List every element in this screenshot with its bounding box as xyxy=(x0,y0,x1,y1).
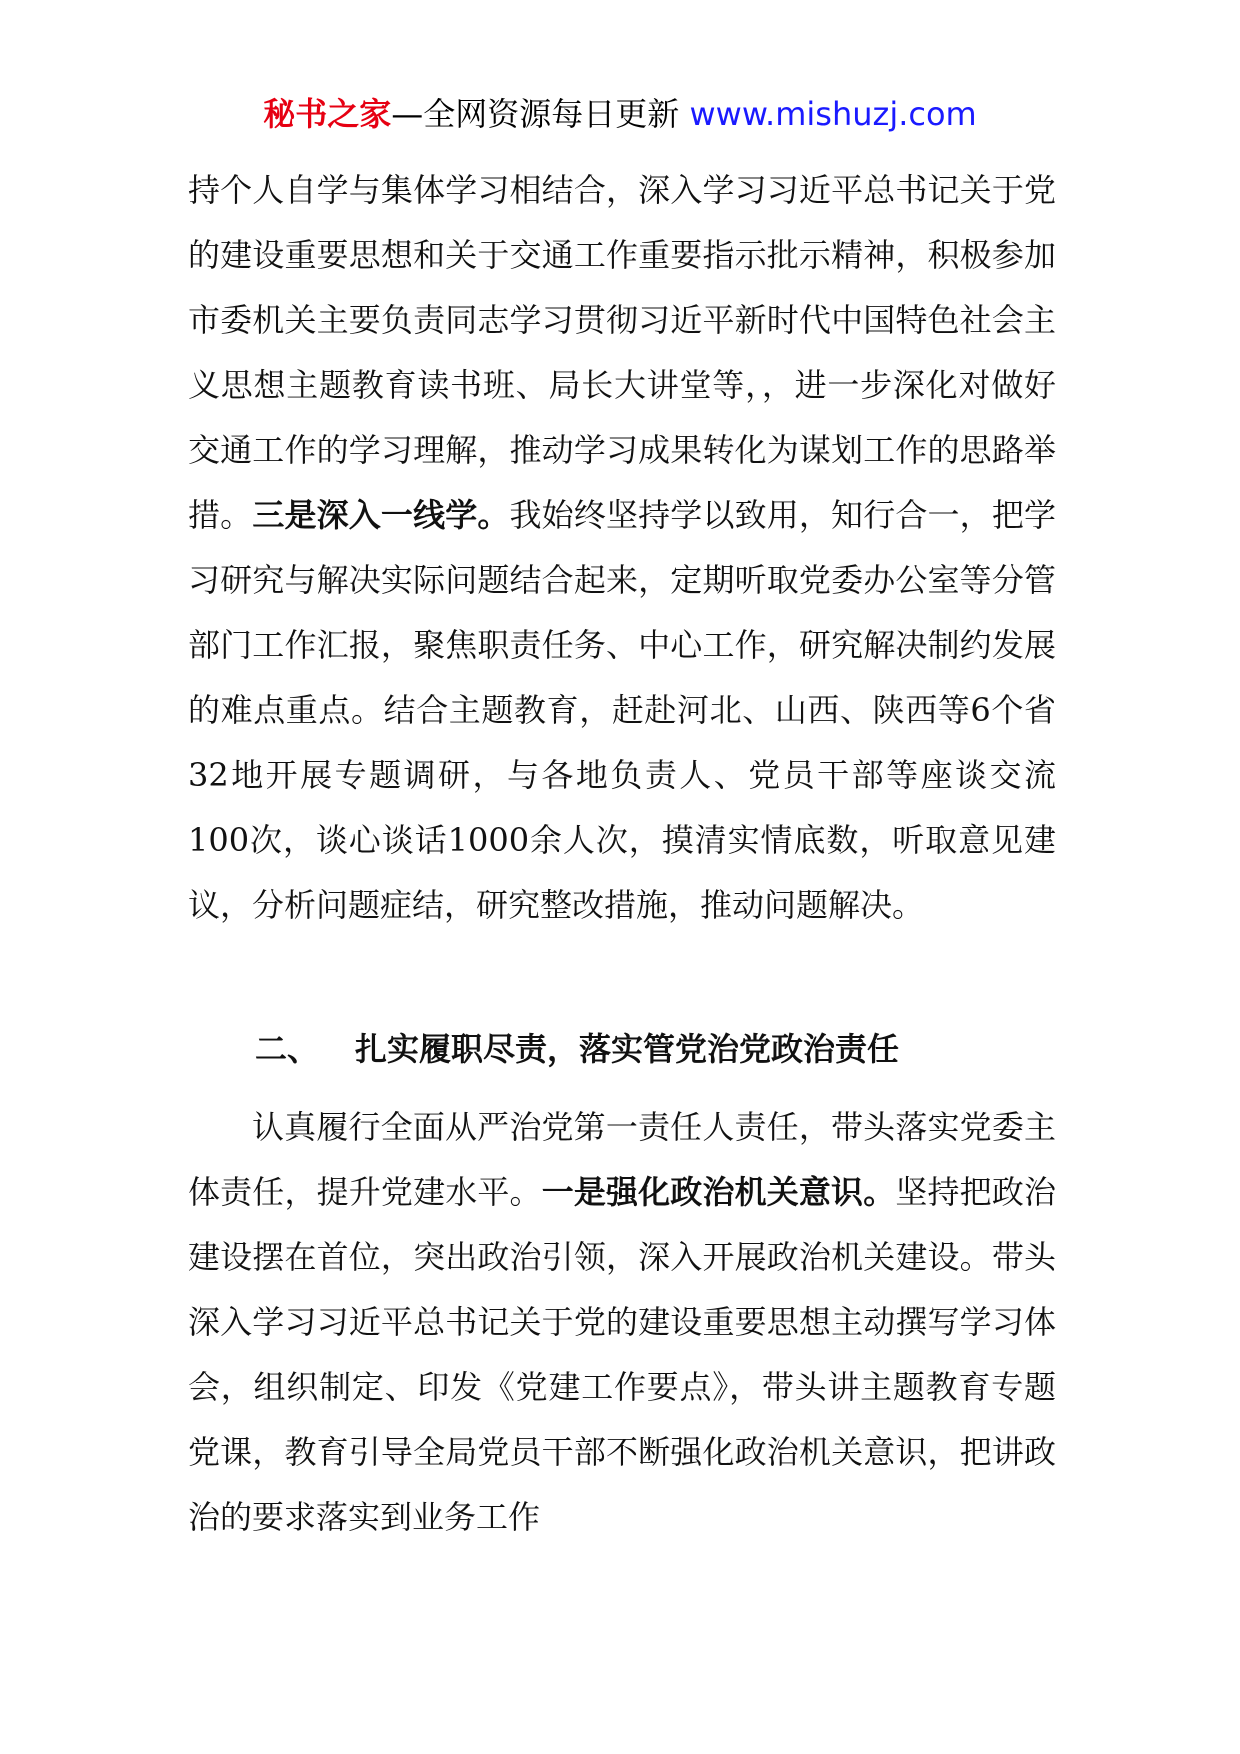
paragraph-text: 认真履行全面从严治党第一责任人责任，带头落实党委主体责任，提升党建水平。 xyxy=(188,1108,1056,1211)
section-heading xyxy=(255,1027,899,1071)
paragraph-text: 坚持把政治建设摆在首位，突出政治引领，深入开展政治机关建设。带头深入学习习近平总书记关于党的建设重要思想主动撰写学习体会，组织制定、印发《党建工作要点》，带头讲主题教育专题党课，教育引导全局党员干部不断强化政治机关意识，把讲政治的要求落实到业务工作 xyxy=(188,1173,1056,1536)
paragraph-text: 我始终坚持学以致用，知行合一，把学习研究与解决实际问题结合起来，定期听取党委办公室等分管部门工作汇报，聚焦职责任务、中心工作，研究解决制约发展的难点重点。结合主题教育，赶赴河北、山西、陕西等6个省32地开展专题调研，与各地负责人、党员干部等座谈交流100次，谈心谈话1000余人次，摸清实情底数，听取意见建议，分析问题症结，研究整改措施，推动问题解决。 xyxy=(188,496,1056,924)
bold-point-heading: 三是深入一线学。 xyxy=(252,496,510,534)
bold-point-heading: 一是强化政治机关意识。 xyxy=(541,1173,896,1211)
body-paragraph-1 xyxy=(188,158,1056,938)
site-url-link[interactable]: www.mishuzj.com xyxy=(689,95,977,133)
site-tagline: —全网资源每日更新 xyxy=(391,95,680,133)
section-number: 二、 xyxy=(255,1030,320,1068)
paragraph-text: 持个人自学与集体学习相结合，深入学习习近平总书记关于党的建设重要思想和关于交通工作重要指示批示精神，积极参加市委机关主要负责同志学习贯彻习近平新时代中国特色社会主义思想主题教育读书班、局长大讲堂等，，进一步深化对做好交通工作的学习理解，推动学习成果转化为谋划工作的思路举措。 xyxy=(188,171,1056,534)
page-header xyxy=(0,92,1240,136)
body-paragraph-2 xyxy=(188,1095,1056,1550)
site-brand: 秘书之家 xyxy=(263,95,392,133)
section-title: 扎实履职尽责，落实管党治党政治责任 xyxy=(355,1030,900,1068)
